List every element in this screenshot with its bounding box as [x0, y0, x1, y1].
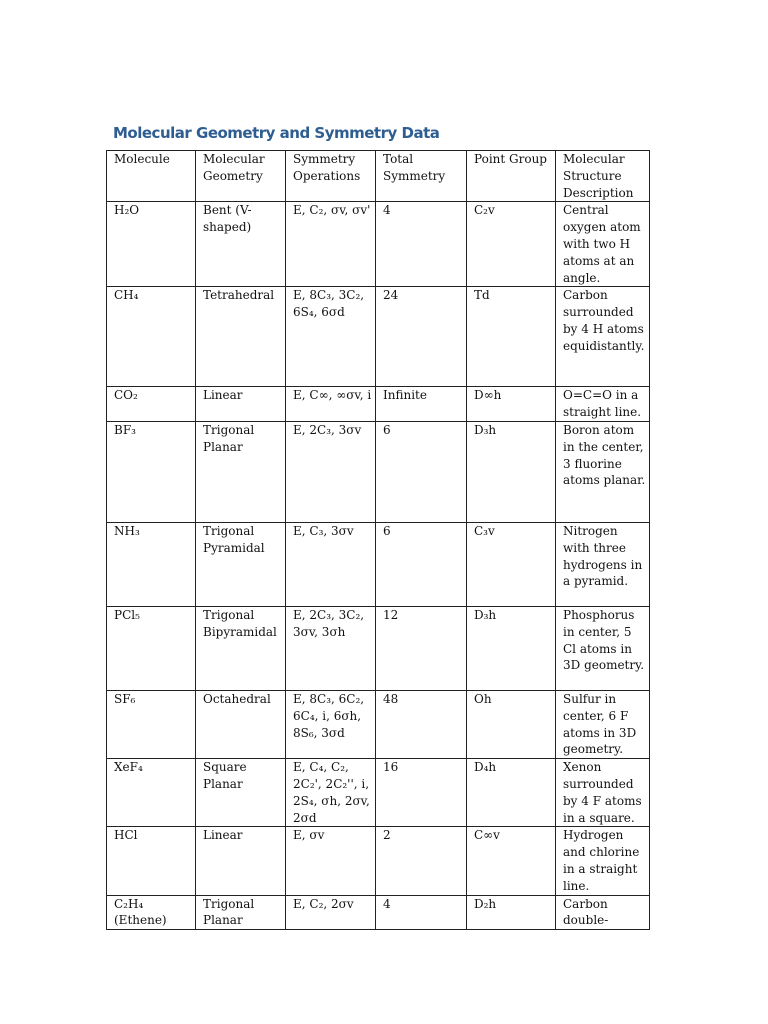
- cell-molecule: CO₂: [107, 387, 196, 422]
- cell-symmetry-operations: E, σv: [286, 827, 376, 895]
- cell-symmetry-operations: E, C∞, ∞σv, i: [286, 387, 376, 422]
- table-row: [107, 827, 650, 895]
- cell-description: Carbon double-: [556, 895, 650, 930]
- header-symmetry-operations: Symmetry Operations: [286, 151, 376, 202]
- cell-molecule: CH₄: [107, 287, 196, 387]
- cell-point-group: D₃h: [467, 421, 556, 522]
- cell-molecule: C₂H₄ (Ethene): [107, 895, 196, 930]
- cell-geometry: Linear: [196, 387, 286, 422]
- cell-geometry: Linear: [196, 827, 286, 895]
- document-title: Molecular Geometry and Symmetry Data: [113, 124, 440, 142]
- table-row: [107, 421, 650, 522]
- cell-molecule: SF₆: [107, 690, 196, 758]
- cell-description: O=C=O in a straight line.: [556, 387, 650, 422]
- cell-molecule: BF₃: [107, 421, 196, 522]
- cell-symmetry-operations: E, 2C₃, 3C₂, 3σv, 3σh: [286, 606, 376, 690]
- cell-geometry: Octahedral: [196, 690, 286, 758]
- cell-description: Boron atom in the center, 3 fluorine atoms planar.: [556, 421, 650, 522]
- cell-total-symmetry: 4: [376, 895, 467, 930]
- cell-symmetry-operations: E, 2C₃, 3σv: [286, 421, 376, 522]
- cell-total-symmetry: 2: [376, 827, 467, 895]
- cell-description: Carbon surrounded by 4 H atoms equidistantly.: [556, 287, 650, 387]
- cell-description: Xenon surrounded by 4 F atoms in a square.: [556, 759, 650, 827]
- table-row: [107, 287, 650, 387]
- cell-symmetry-operations: E, C₃, 3σv: [286, 522, 376, 606]
- cell-point-group: C∞v: [467, 827, 556, 895]
- header-point-group: Point Group: [467, 151, 556, 202]
- cell-symmetry-operations: E, C₂, 2σv: [286, 895, 376, 930]
- cell-point-group: D₂h: [467, 895, 556, 930]
- table-row: [107, 387, 650, 422]
- cell-symmetry-operations: E, C₂, σv, σv': [286, 202, 376, 287]
- cell-point-group: Oh: [467, 690, 556, 758]
- cell-total-symmetry: 16: [376, 759, 467, 827]
- cell-description: Central oxygen atom with two H atoms at an angle.: [556, 202, 650, 287]
- cell-point-group: D∞h: [467, 387, 556, 422]
- table-row: [107, 690, 650, 758]
- cell-molecule: PCl₅: [107, 606, 196, 690]
- cell-symmetry-operations: E, 8C₃, 3C₂, 6S₄, 6σd: [286, 287, 376, 387]
- cell-point-group: C₂v: [467, 202, 556, 287]
- cell-total-symmetry: Infinite: [376, 387, 467, 422]
- cell-total-symmetry: 24: [376, 287, 467, 387]
- symmetry-data-table: [106, 150, 650, 930]
- cell-point-group: C₃v: [467, 522, 556, 606]
- table-header-row: [107, 151, 650, 202]
- cell-molecule: HCl: [107, 827, 196, 895]
- cell-total-symmetry: 4: [376, 202, 467, 287]
- cell-total-symmetry: 6: [376, 522, 467, 606]
- cell-total-symmetry: 6: [376, 421, 467, 522]
- table-row: [107, 606, 650, 690]
- cell-description: Nitrogen with three hydrogens in a pyramid.: [556, 522, 650, 606]
- cell-point-group: Td: [467, 287, 556, 387]
- cell-geometry: Square Planar: [196, 759, 286, 827]
- cell-molecule: H₂O: [107, 202, 196, 287]
- cell-point-group: D₄h: [467, 759, 556, 827]
- cell-molecule: NH₃: [107, 522, 196, 606]
- cell-geometry: Trigonal Bipyramidal: [196, 606, 286, 690]
- cell-point-group: D₃h: [467, 606, 556, 690]
- cell-geometry: Tetrahedral: [196, 287, 286, 387]
- header-total-symmetry: Total Symmetry: [376, 151, 467, 202]
- cell-geometry: Trigonal Planar: [196, 421, 286, 522]
- cell-symmetry-operations: E, 8C₃, 6C₂, 6C₄, i, 6σh, 8S₆, 3σd: [286, 690, 376, 758]
- table-row: [107, 895, 650, 930]
- cell-geometry: Trigonal Planar: [196, 895, 286, 930]
- cell-description: Phosphorus in center, 5 Cl atoms in 3D geometry.: [556, 606, 650, 690]
- cell-description: Hydrogen and chlorine in a straight line.: [556, 827, 650, 895]
- header-structure-description: Molecular Structure Description: [556, 151, 650, 202]
- cell-geometry: Bent (V-shaped): [196, 202, 286, 287]
- cell-description: Sulfur in center, 6 F atoms in 3D geometry.: [556, 690, 650, 758]
- cell-molecule: XeF₄: [107, 759, 196, 827]
- table-row: [107, 759, 650, 827]
- table-row: [107, 522, 650, 606]
- cell-total-symmetry: 48: [376, 690, 467, 758]
- cell-total-symmetry: 12: [376, 606, 467, 690]
- header-molecule: Molecule: [107, 151, 196, 202]
- table-row: [107, 202, 650, 287]
- header-molecular-geometry: Molecular Geometry: [196, 151, 286, 202]
- cell-symmetry-operations: E, C₄, C₂, 2C₂', 2C₂'', i, 2S₄, σh, 2σv, 2σd: [286, 759, 376, 827]
- cell-geometry: Trigonal Pyramidal: [196, 522, 286, 606]
